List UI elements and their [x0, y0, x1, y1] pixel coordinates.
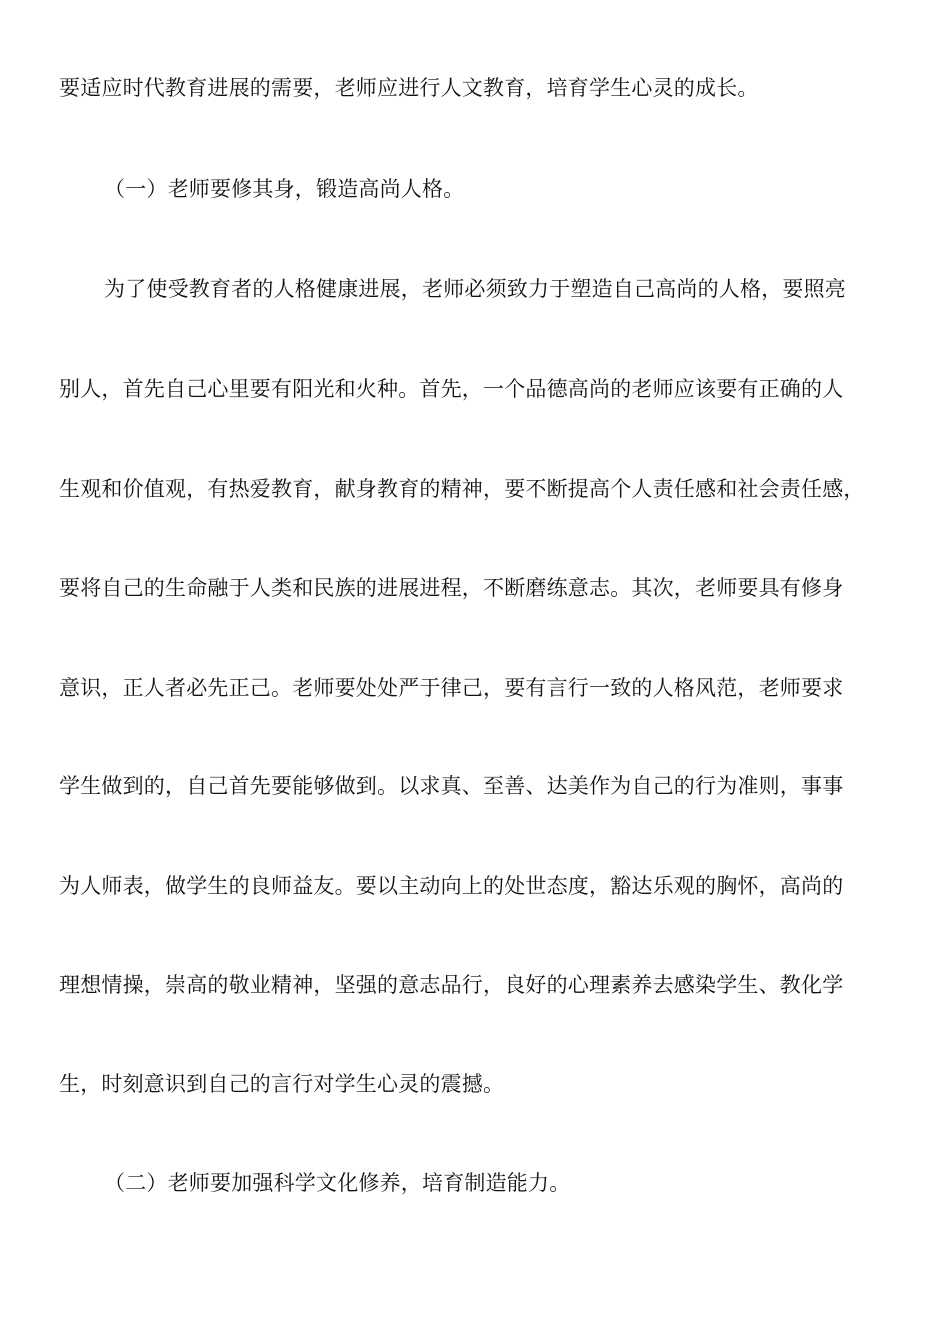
section-heading-1: （一）老师要修其身，锻造高尚人格。 [104, 177, 465, 201]
paragraph-line: 为人师表，做学生的良师益友。要以主动向上的处世态度，豁达乐观的胸怀，高尚的 [59, 874, 844, 898]
paragraph-line: 生观和价值观，有热爱教育，献身教育的精神，要不断提高个人责任感和社会责任感， [59, 477, 865, 501]
paragraph-line: 要将自己的生命融于人类和民族的进展进程，不断磨练意志。其次，老师要具有修身 [59, 576, 844, 600]
section-heading-2: （二）老师要加强科学文化修养，培育制造能力。 [104, 1171, 571, 1195]
paragraph-line: 理想情操，崇高的敬业精神，坚强的意志品行，良好的心理素养去感染学生、教化学 [59, 973, 844, 997]
paragraph-line: 学生做到的，自己首先要能够做到。以求真、至善、达美作为自己的行为准则，事事 [59, 774, 844, 798]
paragraph-line: 生，时刻意识到自己的言行对学生心灵的震撼。 [59, 1072, 505, 1096]
paragraph-line: 别人，首先自己心里要有阳光和火种。首先，一个品德高尚的老师应该要有正确的人 [59, 377, 844, 401]
paragraph-line: 意识，正人者必先正己。老师要处处严于律己，要有言行一致的人格风范，老师要求 [59, 676, 844, 700]
paragraph-line: 为了使受教育者的人格健康进展，老师必须致力于塑造自己高尚的人格，要照亮 [104, 277, 846, 301]
paragraph-line: 要适应时代教育进展的需要，老师应进行人文教育，培育学生心灵的成长。 [59, 76, 759, 100]
